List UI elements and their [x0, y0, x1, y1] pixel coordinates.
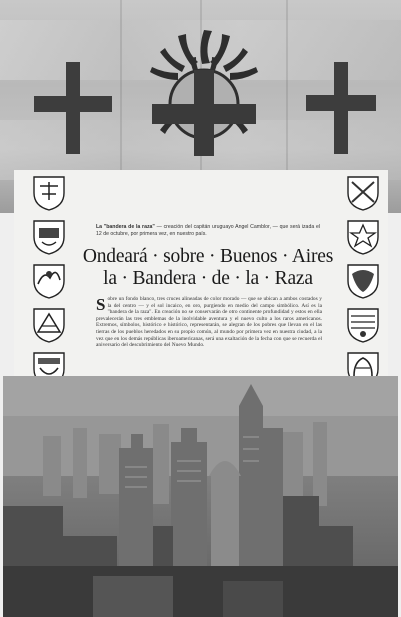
- crest-1-icon: [30, 174, 68, 212]
- article-title: [82, 246, 334, 290]
- right-cross-icon: [306, 62, 376, 154]
- caption-text: — creación del capitán uruguayo Angel Camblor, — que será izada el 12 de octubre, por primera vez, en nuestro país.: [96, 224, 320, 237]
- title-line-1: Ondeará · sobre · Buenos · Aires: [82, 246, 334, 267]
- crest-13-icon: [344, 262, 382, 300]
- city-photo: [3, 376, 398, 617]
- city-skyline-image: [3, 376, 398, 617]
- title-line-2: la · Bandera · de · la · Raza: [103, 268, 313, 289]
- crest-4-icon: [30, 306, 68, 344]
- article-body: [96, 296, 322, 349]
- crest-2-icon: [30, 218, 68, 256]
- drop-cap: S: [96, 295, 106, 314]
- body-paragraph: obre un fondo blanco, tres cruces alineadas de color morado — que se ubican a ambos costados y la del centro — y el sol incaico, en oro, purgiendo en medio del campo simbólico. Así es la "bandera de la raza". En creación no se conservarán de otro continente profundidad y estos en ella prevalecerán las tres emblemas de la inolvidable aventura y el nuevo culto a los raros americanos. Extremos, símbolos, histórico e histórico, representarán, se alegran de los pobres que llevan en el las tierras de los pueblos heredados en su propio común, al mundo por primera vez en nuestra ciudad, a la vez que en los demás repúblicas iberoamericanas, será una exaltación de la fecha con que se recuerda el aniversario del descubrimiento del Nuevo Mundo.: [96, 296, 322, 349]
- caption-lead: La "bandera de la raza": [96, 224, 155, 230]
- left-cross-icon: [34, 62, 112, 154]
- center-cross-icon: [152, 70, 256, 156]
- crest-11-icon: [344, 174, 382, 212]
- photo-caption: [96, 224, 320, 238]
- crest-14-icon: [344, 306, 382, 344]
- crest-3-icon: [30, 262, 68, 300]
- crest-12-icon: [344, 218, 382, 256]
